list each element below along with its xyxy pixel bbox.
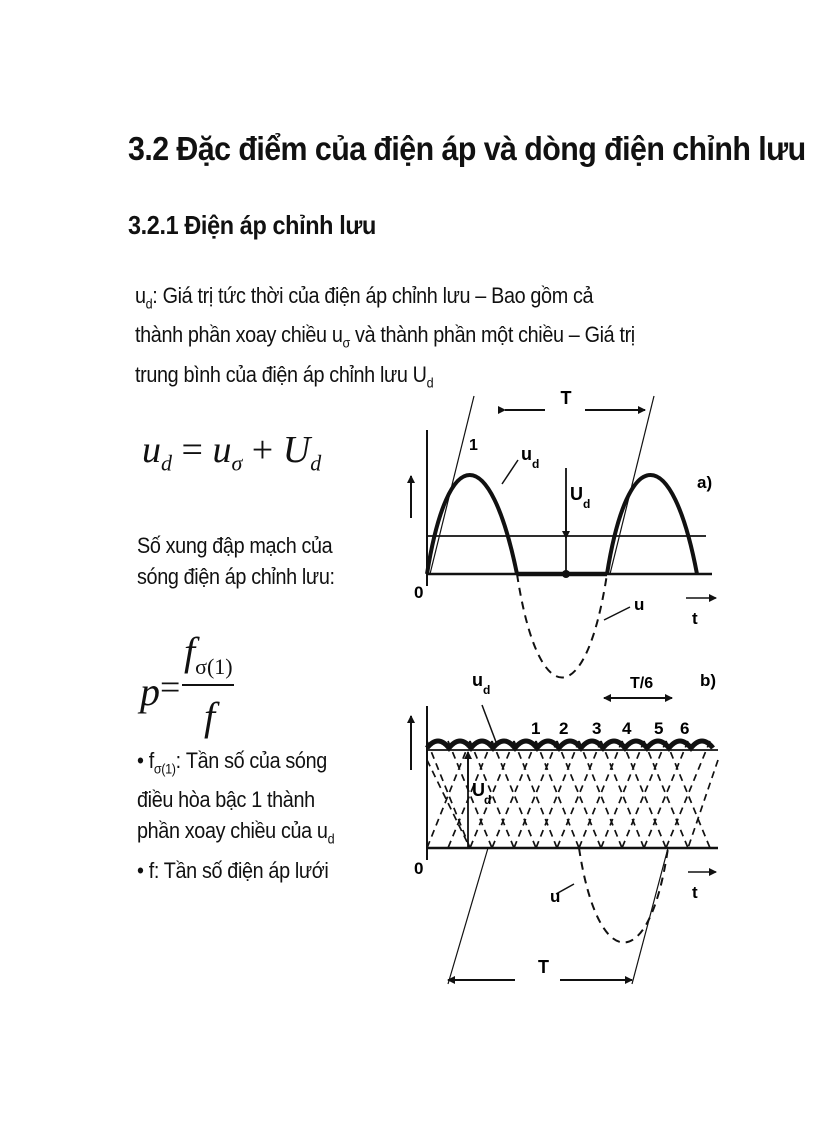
pulse-formula-p: p [140,669,160,714]
rectifier-waveform-figure [395,372,740,1012]
definitions-list [137,745,362,886]
numerator-sub: σ(1) [195,654,233,679]
figure-a [411,388,716,678]
b-ud-leader [482,705,496,742]
formula-equals: = [172,429,213,471]
a-t-label: t [692,609,698,628]
intro-text-2: và thành phần một chiều – Giá trị trung bình của điện áp chỉnh lưu U [135,322,635,387]
bullet-1-sub: σ(1) [153,760,176,777]
b-pulse-2-label: 2 [559,719,569,738]
b-pulse-3-label: 3 [592,719,602,738]
definition-harmonic-frequency [137,745,362,855]
a-Ud-label-sub: d [583,497,591,511]
page-title: 3.2 Đặc điểm của điện áp và dòng điện chỉnh lưu [128,130,806,167]
formula-term-2: U [282,429,311,471]
b-u-label: u [550,887,561,906]
figure-b [411,670,718,984]
b-period-label: T [538,957,549,977]
definition-grid-frequency: • f: Tần số điện áp lưới [137,857,329,883]
b-tag: b) [700,671,717,690]
bullet-1-text: : Tần số của sóng điều hòa bậc 1 thành phần xoay chiều của u [137,748,328,844]
b-period-guide-right [632,848,668,984]
pulse-formula-equals: = [160,667,181,707]
a-ud-halfwave-1 [427,475,517,574]
formula-term-1-sub: σ [231,450,243,476]
a-tag: a) [697,473,713,492]
a-ud-label-sub: d [532,457,540,471]
b-pulse-4-label: 4 [622,719,632,738]
ud-subscript: d [145,295,153,312]
b-Ud-label: U [472,780,485,800]
b-t-label: t [692,883,698,902]
b-Ud-label-sub: d [484,793,492,807]
formula-term-2-sub: d [310,450,322,476]
b-pulse-6-label: 6 [680,719,690,738]
a-u-leader [604,607,630,620]
b-origin-label: 0 [414,859,424,878]
b-dashed-phase-curves [427,741,718,848]
formula-term-1: u [212,429,232,471]
a-period-guide-left [430,396,474,574]
pulse-formula-denominator: f [204,694,216,739]
bullet-1-lead: • f [137,748,154,773]
voltage-formula [142,428,321,477]
a-ud-leader [502,460,518,484]
a-ud-label: u [521,444,532,464]
a-ud-halfwave-2 [607,475,697,574]
ud-symbol: u [135,283,146,308]
b-u-sinusoid [579,848,668,943]
pulse-count-text: Số xung đập mạch của sóng điện áp chỉnh lưu: [137,533,335,589]
b-ud-label-sub: d [483,683,491,697]
formula-plus: + [242,429,283,471]
a-u-negative-halfwave [517,574,607,678]
a-period-guide-right [610,396,654,574]
formula-lhs: u [142,429,161,471]
numerator-f: f [184,629,196,674]
a-u-label: u [634,595,645,614]
b-pulse-1-label: 1 [531,719,541,738]
pulse-formula-numerator [184,628,233,680]
fraction-bar [182,684,234,686]
intro-text-1: : Giá trị tức thời của điện áp chỉnh lưu – Bao gồm cả thành phần xoay chiều u [135,283,594,348]
b-period-guide-left [448,848,488,984]
b-ud-label: u [472,670,483,690]
a-curve-1-label: 1 [469,437,478,454]
sigma-subscript: σ [342,334,350,351]
b-pulse-5-label: 5 [654,719,664,738]
a-period-label: T [560,388,572,408]
formula-lhs-sub: d [161,450,172,476]
section-heading: 3.2.1 Điện áp chỉnh lưu [128,210,376,240]
b-T6-label: T/6 [630,675,654,692]
a-origin-label: 0 [414,583,424,602]
bullet-1-tail-sub: d [327,830,335,847]
a-Ud-label: U [570,484,583,504]
Ud-subscript: d [426,374,434,391]
